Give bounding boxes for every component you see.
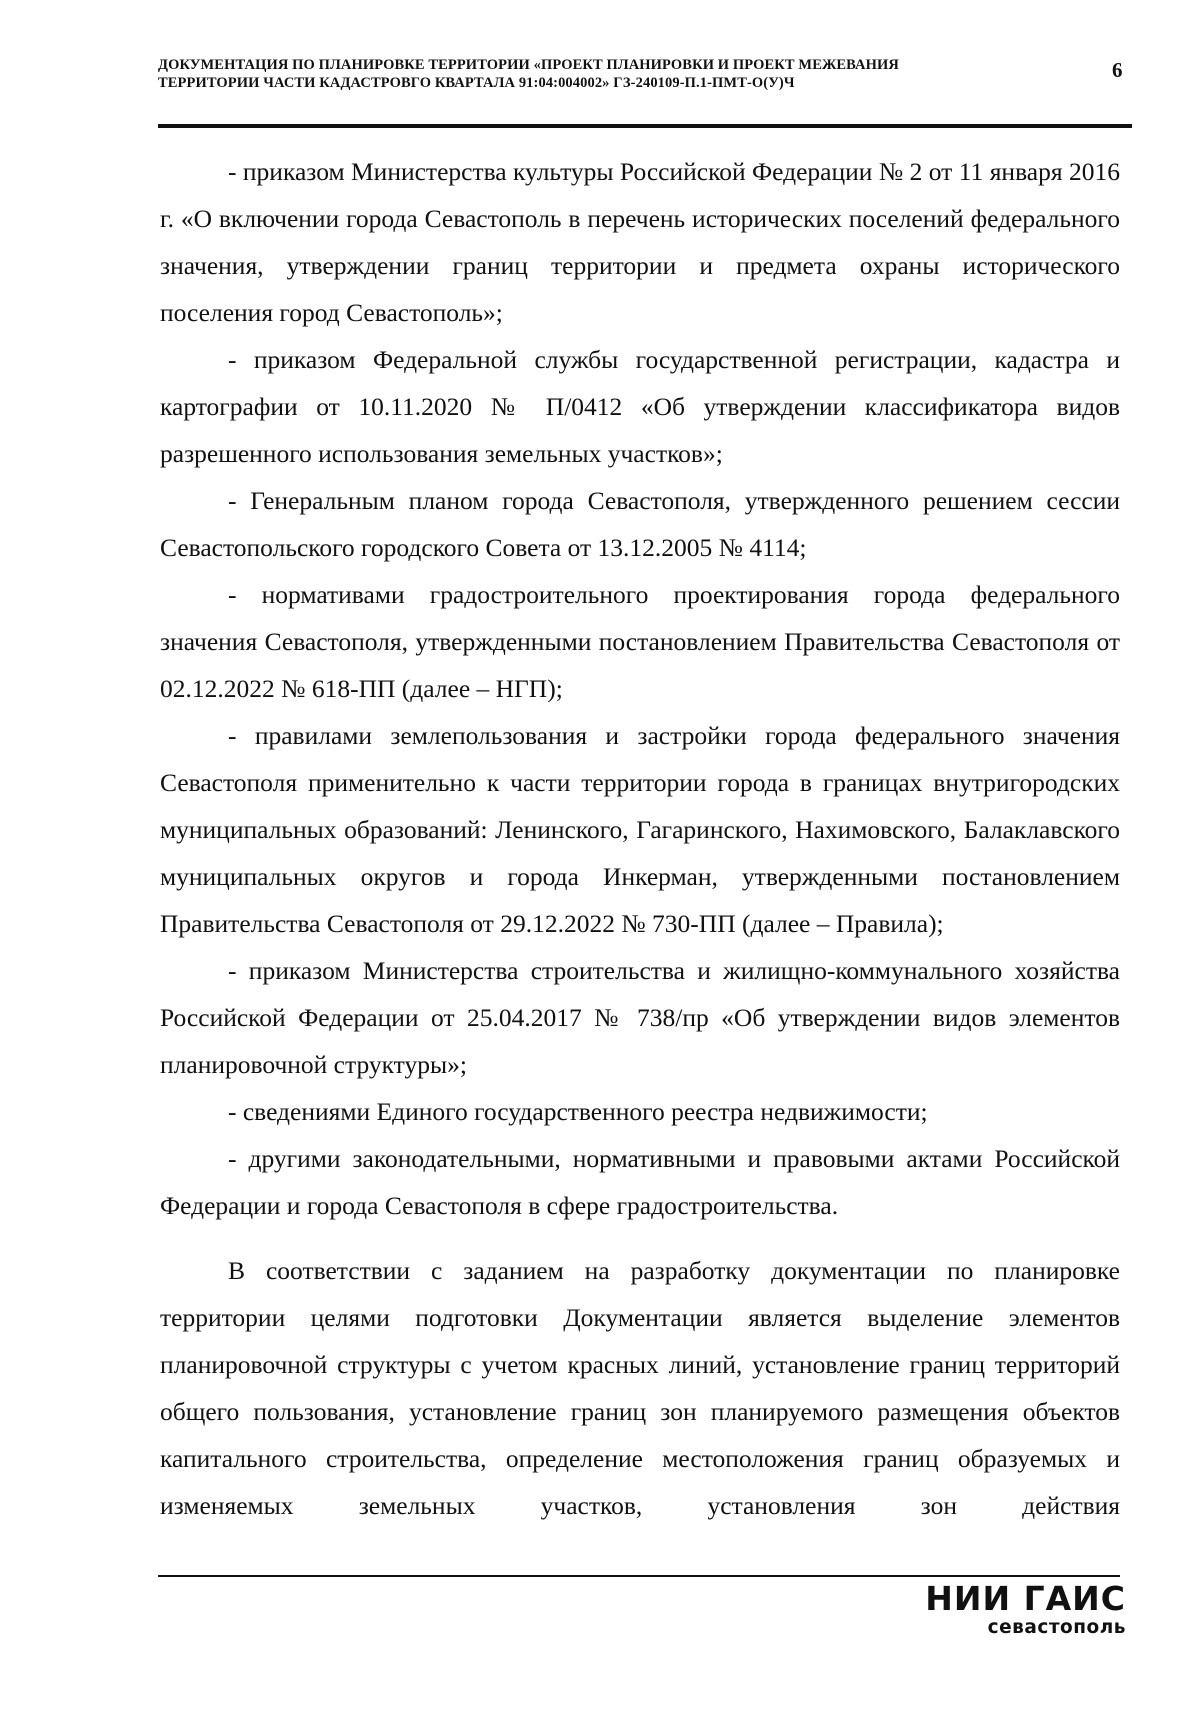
paragraph-rosreestr-order: - приказом Федеральной службы государственной регистрации, кадастра и картографии от 10.11.2020 № П/0412 «Об утверждении классификатора видов разрешенного использования земельных участков»; <box>160 345 1120 468</box>
header-title-line-2: ТЕРРИТОРИИ ЧАСТИ КАДАСТРОВГО КВАРТАЛА 91:04:004002» ГЗ-240109-П.1-ПМТ-О(У)Ч <box>158 75 795 91</box>
page-number: 6 <box>1112 58 1123 82</box>
paragraph-ministry-culture-order: - приказом Министерства культуры Российской Федерации № 2 от 11 января 2016 г. «О включении города Севастополь в перечень исторических поселений федерального значения, утверждении границ территории и предмета охраны исторического поселения город Севастополь»; <box>160 157 1120 327</box>
paragraph-real-estate-registry: - сведениями Единого государственного реестра недвижимости; <box>228 1097 928 1126</box>
paragraph-other-legal-acts: - другими законодательными, нормативными и правовыми актами Российской Федерации и города Севастополя в сфере градостроительства. <box>160 1144 1120 1220</box>
document-header <box>158 56 1038 92</box>
footer-divider <box>158 1575 1120 1577</box>
paragraph-land-use-rules: - правилами землепользования и застройки города федерального значения Севастополя применительно к части территории города в границах внутригородских муниципальных образований: Ленинского, Гагаринского, Нахимовского, Балаклавского муниципальных округов и города Инкерман, утвержденными постановлением Правительства Севастополя от 29.12.2022 № 730-ПП (далее – Правила); <box>160 721 1120 938</box>
header-title-line-1: ДОКУМЕНТАЦИЯ ПО ПЛАНИРОВКЕ ТЕРРИТОРИИ «ПРОЕКТ ПЛАНИРОВКИ И ПРОЕКТ МЕЖЕВАНИЯ <box>158 57 899 73</box>
company-logo <box>900 1580 1126 1638</box>
paragraph-documentation-goals: В соответствии с заданием на разработку документации по планировке территории целями подготовки Документации является выделение элементов планировочной структуры с учетом красных линий, установление границ территорий общего пользования, установление границ зон планируемого размещения объектов капитального строительства, определение местоположения границ образуемых и изменяемых земельных участков, установления зон действия <box>160 1256 1120 1520</box>
logo-main-text: НИИ ГАИС <box>925 1579 1126 1618</box>
document-body <box>160 148 1120 1529</box>
paragraph-urban-planning-standards: - нормативами градостроительного проектирования города федерального значения Севастополя, утвержденными постановлением Правительства Севастополя от 02.12.2022 № 618-ПП (далее – НГП); <box>160 580 1120 703</box>
paragraph-ministry-construction-order: - приказом Министерства строительства и жилищно-коммунального хозяйства Российской Федерации от 25.04.2017 № 738/пр «Об утверждении видов элементов планировочной структуры»; <box>160 956 1120 1079</box>
header-divider <box>158 124 1132 128</box>
paragraph-general-plan: - Генеральным планом города Севастополя, утвержденного решением сессии Севастопольского городского Совета от 13.12.2005 № 4114; <box>160 486 1120 562</box>
logo-sub-text: севастополь <box>987 1617 1126 1638</box>
